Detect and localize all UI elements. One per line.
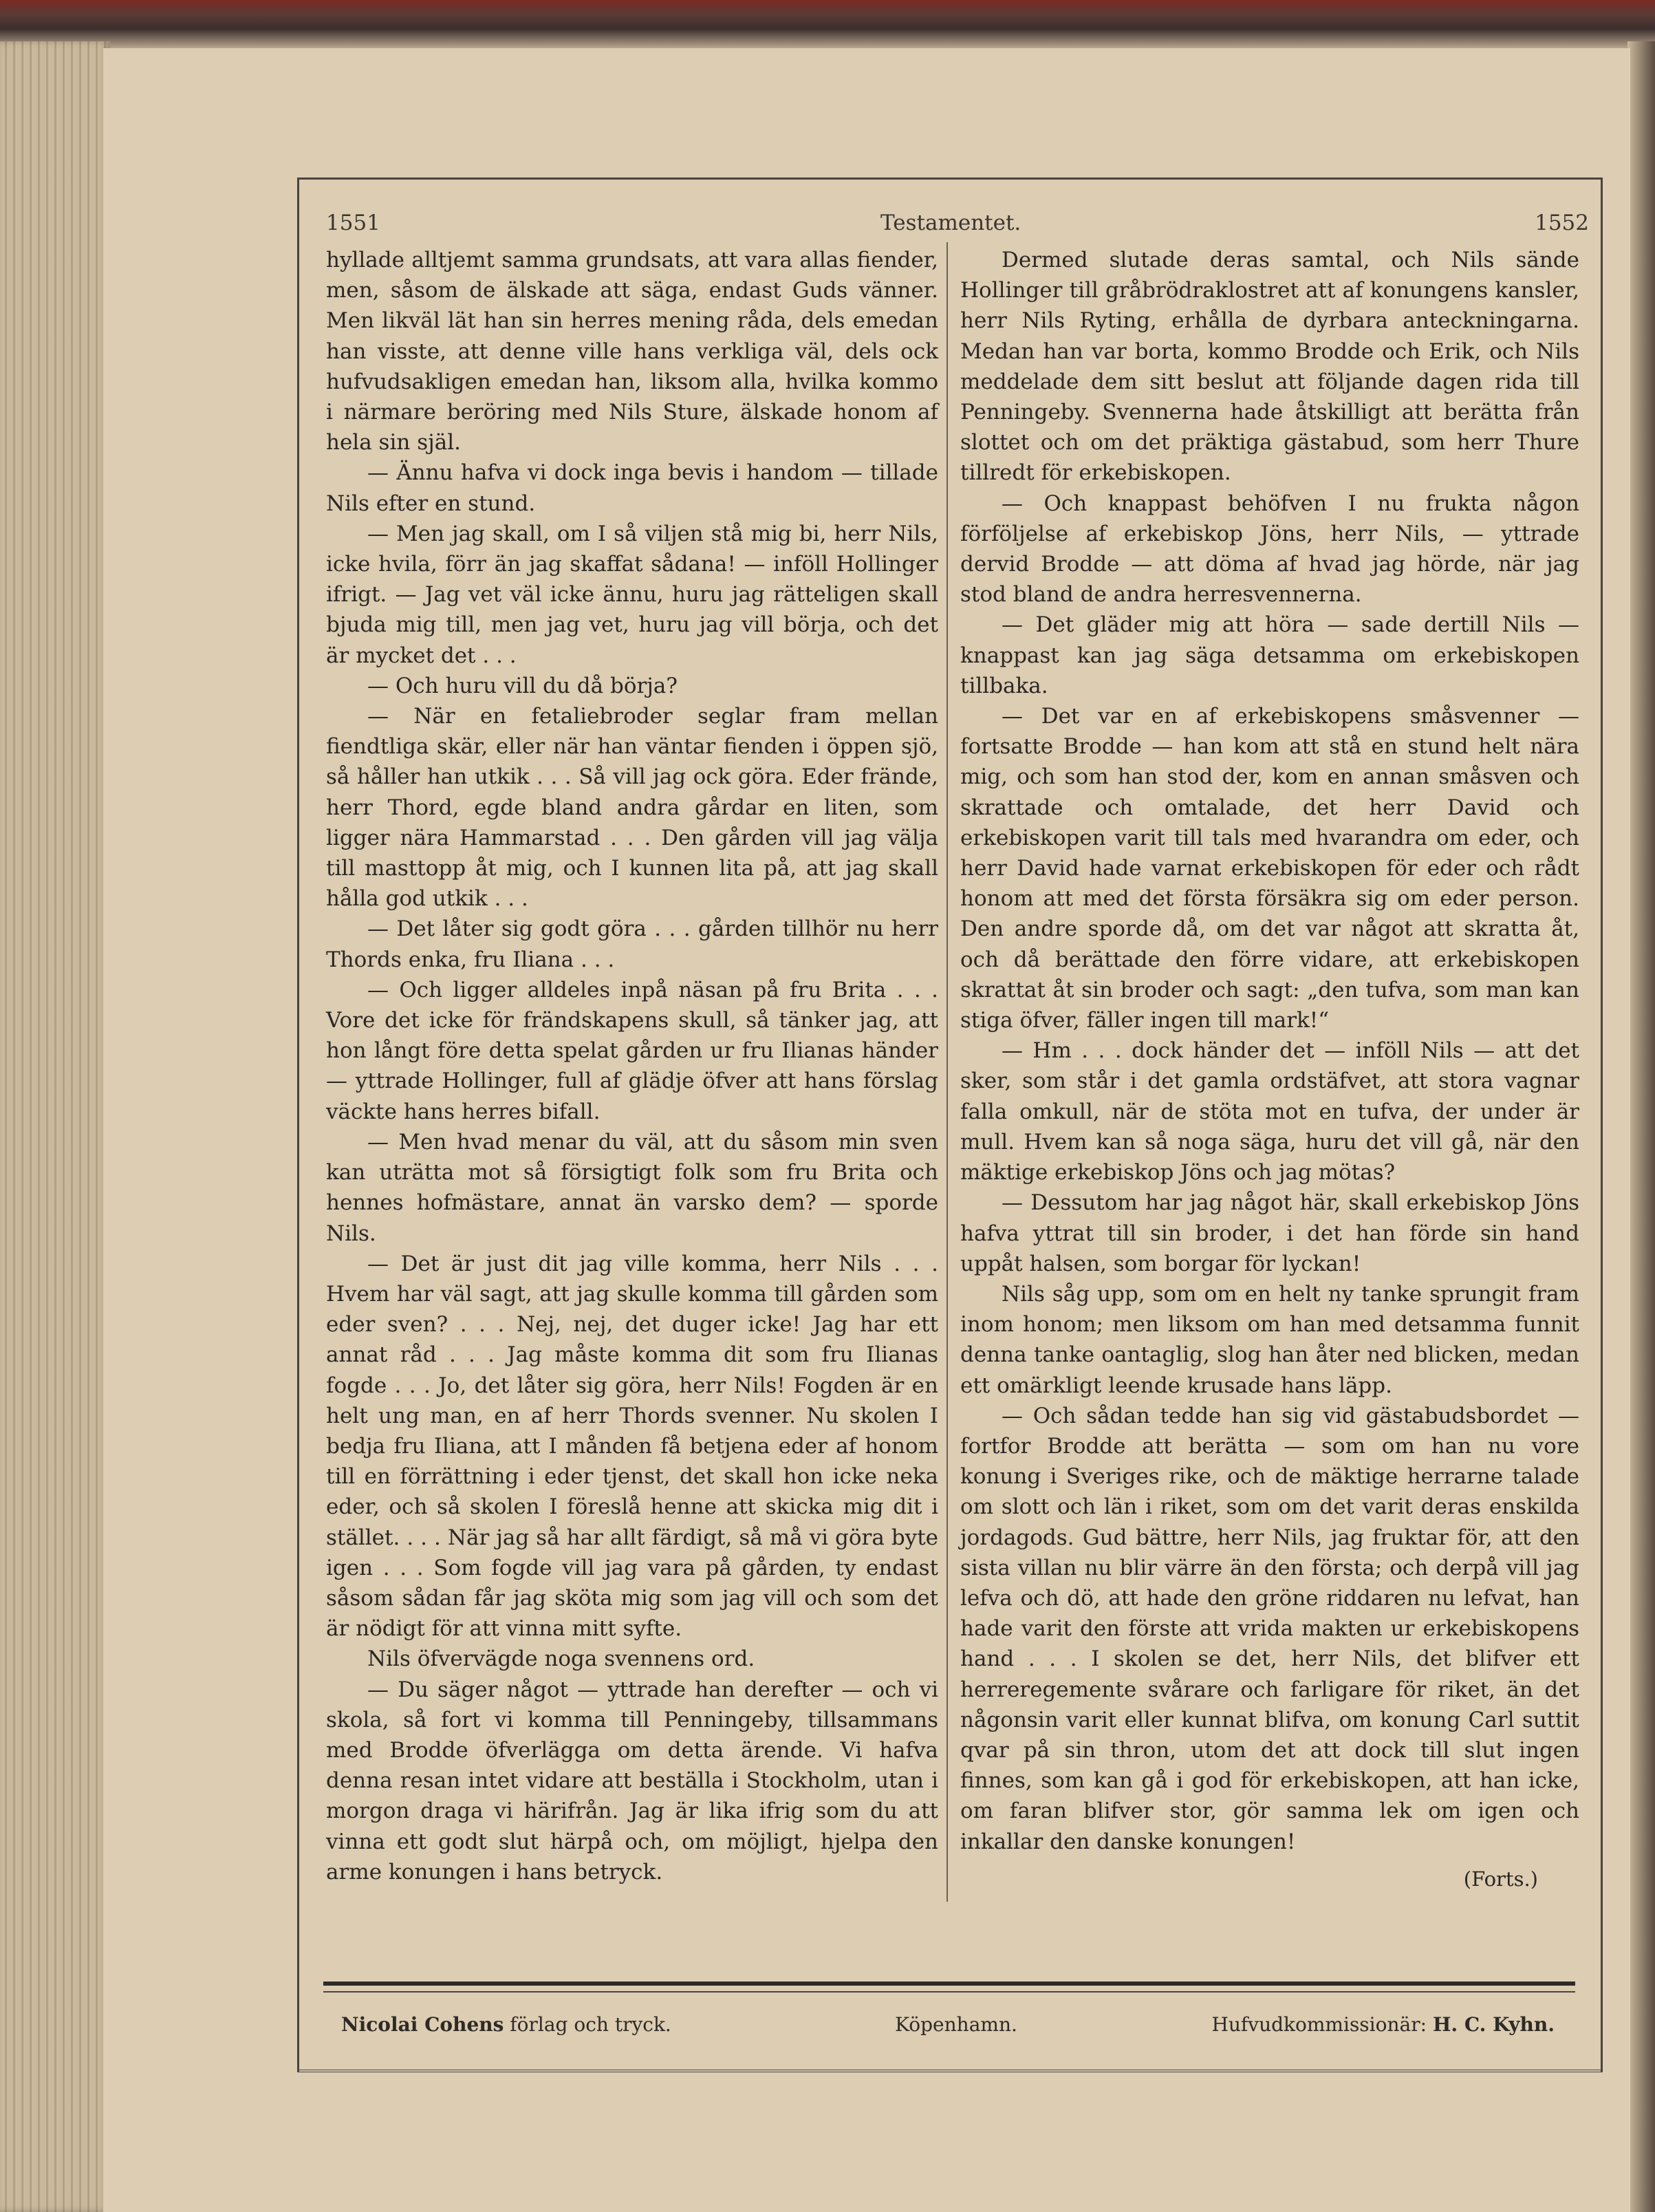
left-column <box>326 245 938 1887</box>
paragraph: — Och huru vill du då börja? <box>367 673 678 698</box>
frame-top-rule <box>297 178 1603 180</box>
footer-thin-rule <box>323 1991 1575 1993</box>
paragraph: — Dessutom har jag något här, skall erkebiskop Jöns hafva yttrat till sin broder, i det han förde sin hand uppåt halsen, som borgar för lyckan! <box>960 1190 1579 1276</box>
paragraph: Dermed slutade deras samtal, och Nils sände Hollinger till gråbrödraklostret att af konungens kansler, herr Nils Ryting, erhålla de dyrbara anteckningarna. Medan han var borta, kommo Brodde och Erik, och Nils meddelade dem sitt beslut att följande dagen rida till Penningeby. Svennerna hade åtskilligt att berätta från slottet och om det präktiga gästabud, som herr Thure tillredt för erkebiskopen. <box>960 248 1579 486</box>
footer-commission <box>1169 2013 1555 2036</box>
paragraph: — Det är just dit jag ville komma, herr Nils . . . Hvem har väl sagt, att jag skulle komma till gården som eder sven? . . . Nej, nej, det duger icke! Jag har ett annat råd . . . Jag måste komma dit som fru Ilianas fogde . . . Jo, det låter sig göra, herr Nils! Fogden är en helt ung man, en af herr Thords svenner. Nu skolen I bedja fru Iliana, att I månden få betjena eder af honom till en förrättning i eder tjenst, det skall hon icke neka eder, och så skolen I föreslå henne att skicka mig dit i stället. . . . När jag så har allt färdigt, så må vi göra byte igen . . . Som fogde vill jag vara på gården, ty endast såsom sådan får jag sköta mig som jag vill och som det är nödigt för att vinna mitt syfte. <box>326 1251 938 1642</box>
right-page-number: 1552 <box>1535 211 1589 235</box>
right-column <box>960 245 1579 1894</box>
paragraph: — Du säger något — yttrade han derefter — och vi skola, så fort vi komma till Penningeby, tillsammans med Brodde öfverlägga om detta ärende. Vi hafva denna resan intet vidare att beställa i Stockholm, utan i morgon draga vi härifrån. Jag är lika ifrig som du att vinna ett godt slut härpå och, om möjligt, hjelpa den arme konungen i hans betryck. <box>326 1677 938 1885</box>
paragraph: hyllade alltjemt samma grundsats, att vara allas fiender, men, såsom de älskade att säga, endast Guds vänner. Men likväl lät han sin herres mening råda, dels emedan han visste, att denne ville hans verkliga väl, dels ock hufvudsakligen emedan han, liksom alla, hvilka kommo i närmare beröring med Nils Sture, älskade honom af hela sin själ. <box>326 248 938 455</box>
footer-thick-rule <box>323 1982 1575 1986</box>
paragraph: — Och ligger alldeles inpå näsan på fru Brita . . . Vore det icke för frändskapens skull, så tänker jag, att hon långt före detta spelat gården ur fru Ilianas händer — yttrade Hollinger, full af glädje öfver att hans förslag väckte hans herres bifall. <box>326 977 938 1124</box>
footer-publisher <box>341 2013 671 2036</box>
running-title: Testamentet. <box>880 211 1021 235</box>
paragraph: — Men hvad menar du väl, att du såsom min sven kan uträtta mot så försigtigt folk som fru Brita och hennes hofmästare, annat än varsko dem? — sporde Nils. <box>326 1129 938 1246</box>
paragraph: — Det var en af erkebiskopens småsvenner — fortsatte Brodde — han kom att stå en stund helt nära mig, och som han stod der, kom en annan småsven och skrattade och omtalade, det herr David och erkebiskopen varit till tals med hvarandra om eder, och herr David hade varnat erkebiskopen för eder och rådt honom att med det första försäkra sig om eder person. Den andre sporde då, om det var något att skratta åt, och då berättade den förre vidare, att erkebiskopen skrattat åt sin broder och sagt: „den tufva, som man kan stiga öfver, fäller ingen till mark!“ <box>960 704 1579 1033</box>
frame-bottom-rule <box>297 2070 1603 2072</box>
paragraph: Nils öfvervägde noga svennens ord. <box>367 1646 755 1672</box>
book-right-edge <box>1627 41 1655 2212</box>
left-page-number: 1551 <box>326 211 380 235</box>
paragraph: — Och knappast behöfven I nu frukta någon förföljelse af erkebiskop Jöns, herr Nils, — yttrade dervid Brodde — att döma af hvad jag hörde, när jag stod bland de andra herresvennerna. <box>960 491 1579 608</box>
paragraph: — Ännu hafva vi dock inga bevis i handom — tillade Nils efter en stund. <box>326 460 938 516</box>
book-top-edge <box>0 0 1655 48</box>
continued-note: (Forts.) <box>1463 1867 1538 1891</box>
column-divider <box>947 242 948 1902</box>
paragraph: — När en fetaliebroder seglar fram mellan fiendtliga skär, eller när han väntar fienden i öppen sjö, så håller han utkik . . . Så vill jag ock göra. Eder frände, herr Thord, egde bland andra gårdar en liten, som ligger nära Hammarstad . . . Den gården vill jag välja till masttopp åt mig, och I kunnen lita på, att jag skall hålla god utkik . . . <box>326 704 938 912</box>
publisher-suffix: förlag och tryck. <box>504 2013 671 2036</box>
paragraph: — Hm . . . dock händer det — inföll Nils — att det sker, som står i det gamla ordstäfvet, att stora vagnar falla omkull, när de stöta mot en tufva, der under är mull. Hvem kan så noga säga, huru det vill gå, när den mäktige erkebiskop Jöns och jag mötas? <box>960 1038 1579 1185</box>
paragraph: — Och sådan tedde han sig vid gästabudsbordet — fortfor Brodde att berätta — som om han nu vore konung i Sveriges rike, och de mäktige herrarne talade om slott och län i riket, som om det varit deras enskilda jordagods. Gud bättre, herr Nils, jag fruktar för, att den sista villan nu blir värre än den första; och derpå vill jag lefva och dö, att hade den gröne riddaren nu lefvat, han hade varit den förste att vrida makten ur erkebiskopens hand . . . I skolen se det, herr Nils, det blifver ett herreregemente svårare och farligare för riket, än det någonsin varit eller kunnat blifva, om konung Carl suttit qvar på sin thron, utom det att dock till slut ingen finnes, som kan gå i god för erkebiskopen, att han icke, om faran blifver stor, gör samma lek om igen och inkallar den danske konungen! <box>960 1403 1579 1854</box>
paragraph: — Det låter sig godt göra . . . gården tillhör nu herr Thords enka, fru Iliana . . . <box>326 916 938 972</box>
frame-left-rule <box>297 178 299 2072</box>
paragraph: Nils såg upp, som om en helt ny tanke sprungit fram inom honom; men liksom om han med detsamma funnit denna tanke oantaglig, slog han åter ned blicken, medan ett omärkligt leende krusade hans läpp. <box>960 1281 1579 1398</box>
book-page-stack <box>0 41 110 2212</box>
paragraph: — Det gläder mig att höra — sade dertill Nils — knappast kan jag säga detsamma om erkebiskopen tillbaka. <box>960 612 1579 698</box>
footer-place: Köpenhamn. <box>895 2013 1017 2036</box>
commission-label: Hufvudkommissionär: <box>1211 2013 1433 2036</box>
publisher-name: Nicolai Cohens <box>341 2013 504 2036</box>
commission-name: H. C. Kyhn. <box>1432 2013 1555 2036</box>
frame-right-rule <box>1601 178 1603 2072</box>
paragraph: — Men jag skall, om I så viljen stå mig bi, herr Nils, icke hvila, förr än jag skaffat sådana! — inföll Hollinger ifrigt. — Jag vet väl icke ännu, huru jag rätteligen skall bjuda mig till, men jag vet, huru jag vill börja, och det är mycket det . . . <box>326 521 938 668</box>
